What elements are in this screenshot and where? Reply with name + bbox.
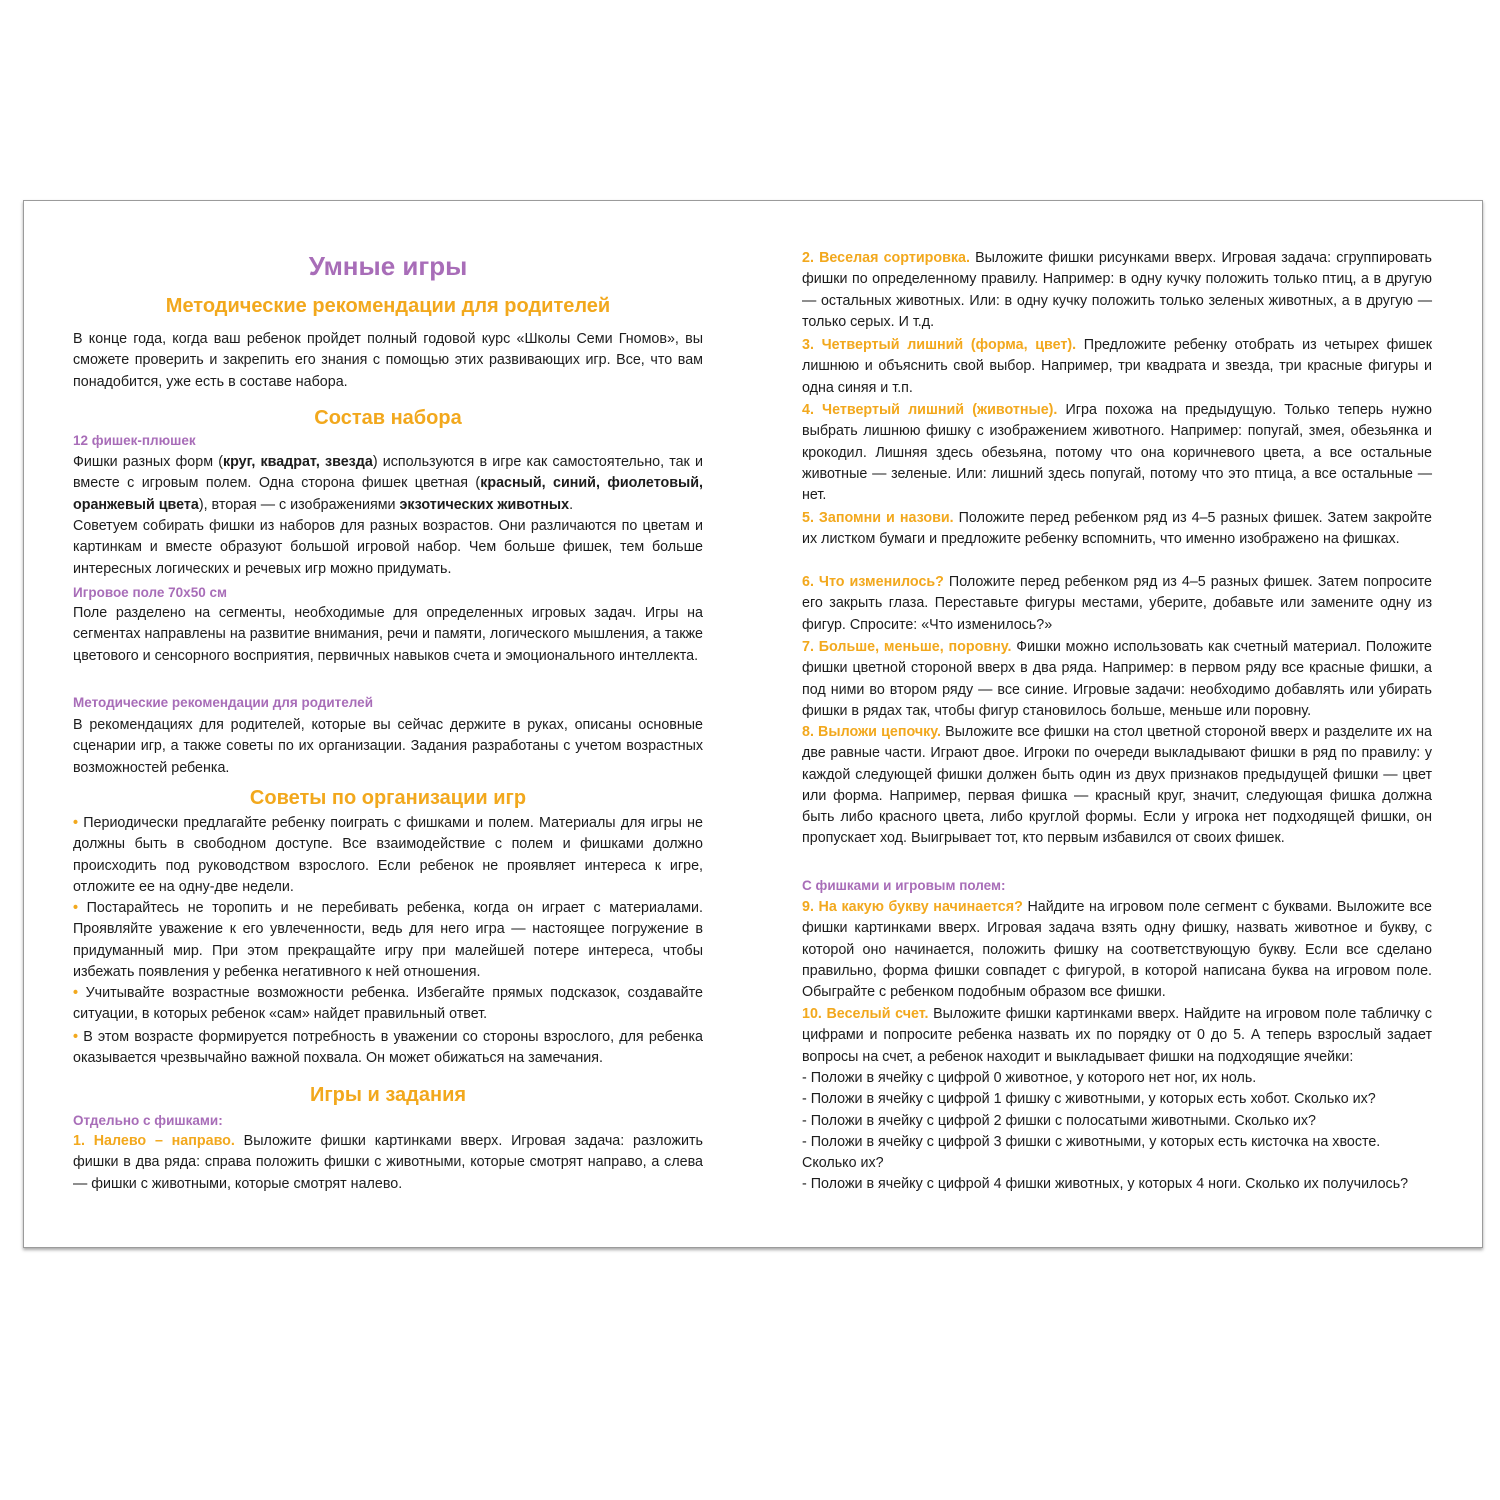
chips-only-heading: Отдельно с фишками: bbox=[73, 1113, 223, 1128]
game-2: 2. Веселая сортировка. Выложите фишки рисунками вверх. Игровая задача: сгруппировать фишки по определенному правилу. Например: в одну кучку положить только птиц, а в другую — остальных животных. Или: в одну кучку положить только зеленых животных, а в другую — только серых. И т.д. bbox=[802, 250, 1432, 330]
field-games-heading: С фишками и игровым полем: bbox=[802, 878, 1006, 893]
guide-description: В рекомендациях для родителей, которые вы сейчас держите в руках, описаны основные сценарии игр, а также советы по их организации. Задания разработаны с учетом возрастных возможностей ребенка. bbox=[73, 717, 703, 776]
tip-item: • В этом возрасте формируется потребность в уважении со стороны взрослого, для ребенка оказывается чрезвычайно важной похвала. Он может обижаться на замечания. bbox=[73, 1029, 703, 1067]
game-5: 5. Запомни и назови. Положите перед ребенком ряд из 4–5 разных фишек. Затем закройте их листком бумаги и предложите ребенку вспомнить, что именно изображено на фишках. bbox=[802, 510, 1433, 548]
game-7: 7. Больше, меньше, поровну. Фишки можно использовать как счетный материал. Положите фишки цветной стороной вверх в два ряда. Например: в первом ряду все красные фишки, а под ними во втором ряду — все синие. Игровые задачи: необходимо добавлять или убирать фишки в рядах так, чтобы фигур становилось больше, меньше или поровну. bbox=[802, 639, 1433, 719]
list-item: - Положи в ячейку с цифрой 0 животное, у которого нет ног, их ноль. bbox=[802, 1070, 1257, 1086]
list-item: - Положи в ячейку с цифрой 1 фишку с животными, у которых есть хобот. Сколько их? bbox=[802, 1091, 1376, 1108]
chips-description: Фишки разных форм (круг, квадрат, звезда) используются в игре как самостоятельно, так и вместе с игровым полем. Одна сторона фишек цветная (красный, синий, фиолетовый, оранжевый цвета), вторая — с изображениями экзотических животных. bbox=[73, 454, 703, 513]
game-1: 1. Налево – направо. Выложите фишки картинками вверх. Игровая задача: разложить фишки в два ряда: справа положить фишки с животными, которые смотрят направо, а слева — фишки с животными, которые смотрят налево. bbox=[73, 1133, 703, 1192]
game-3: 3. Четвертый лишний (форма, цвет). Предложите ребенку отобрать из четырех фишек лишнюю и объяснить свой выбор. Например, три квадрата и звезда, три красные фигуры и одна синяя и т.п. bbox=[802, 337, 1432, 396]
page-title: Умные игры bbox=[308, 251, 468, 281]
kit-heading: Состав набора bbox=[314, 407, 462, 429]
game-10: 10. Веселый счет. Выложите фишки картинками вверх. Найдите на игровом поле табличку с цифрами и попросите ребенка назвать их по порядку от 0 до 5. А теперь взрослый задает вопросы на счет, а ребенок находит и выкладывает фишки на подходящие ячейки: bbox=[802, 1006, 1432, 1065]
tips-heading: Советы по организации игр bbox=[249, 787, 527, 809]
counting-tasks bbox=[802, 1068, 1432, 1196]
game-8: 8. Выложи цепочку. Выложите все фишки на стол цветной стороной вверх и разделите их на две равные части. Играют двое. Игроки по очереди выкладывают фишки в ряд по правилу: у каждой следующей фишки должен быть один из двух признаков предыдущей фишки — цвет или форма. Например, первая фишка — красный круг, значит, следующая фишка должна быть либо красного цвета, либо круглой формы. Если у игрока нет подходящей фишки, он пропускает ход. Выигрывает тот, кто первым избавился от своих фишек. bbox=[802, 724, 1432, 847]
tip-item: • Учитывайте возрастные возможности ребенка. Избегайте прямых подсказок, создавайте ситуации, в которых ребенок «сам» найдет правильный ответ. bbox=[73, 985, 703, 1023]
list-item: - Положи в ячейку с цифрой 4 фишки животных, у которых 4 ноги. Сколько их получилось? bbox=[802, 1176, 1409, 1193]
page-subtitle: Методические рекомендации для родителей bbox=[165, 295, 611, 317]
guide-heading: Методические рекомендации для родителей bbox=[73, 695, 373, 710]
list-item: - Положи в ячейку с цифрой 2 фишки с полосатыми животными. Сколько их? bbox=[802, 1112, 1317, 1129]
tip-item: • Постарайтесь не торопить и не перебивать ребенка, когда он играет с материалами. Проявляйте уважение к его увлеченности, ведь для него игра — настоящее погружение в придуманный мир. При этом прекращайте игру при малейшей потере интереса, чтобы избежать появления у ребенка негативного к ней отношения. bbox=[73, 900, 703, 980]
field-description: Поле разделено на сегменты, необходимые для определенных игровых задач. Игры на сегментах направлены на развитие внимания, речи и памяти, логического мышления, а также цветового и сенсорного восприятия, первичных навыков счета и эмоционального интеллекта. bbox=[73, 605, 703, 664]
booklet-spread bbox=[23, 200, 1483, 1248]
field-heading: Игровое поле 70х50 см bbox=[73, 585, 227, 600]
game-4: 4. Четвертый лишний (животные). Игра похожа на предыдущую. Только теперь нужно выбрать лишнюю фишку с изображением животного. Например: попугай, змея, обезьянка и крокодил. Лишняя здесь обезьяна, потому что она коричневого цвета, а все остальные животные — зеленые. Или: лишний здесь попугай, потому что это птица, а все остальные — нет. bbox=[802, 402, 1432, 504]
games-heading: Игры и задания bbox=[309, 1084, 467, 1106]
chips-heading: 12 фишек-плюшек bbox=[73, 433, 196, 448]
tip-item: • Периодически предлагайте ребенку поиграть с фишками и полем. Материалы для игры не должны быть в свободном доступе. Все взаимодействие с полем и фишками должно происходить под руководством взрослого. Если ребенок не проявляет интереса к игре, отложите ее на одну-две недели. bbox=[73, 815, 703, 895]
game-6: 6. Что изменилось? Положите перед ребенком ряд из 4–5 разных фишек. Затем попросите его закрыть глаза. Переставьте фигуры местами, уберите, добавьте или замените одну из фигур. Спросите: «Что изменилось?» bbox=[802, 574, 1432, 633]
game-9: 9. На какую букву начинается? Найдите на игровом поле сегмент с буквами. Выложите все фишки картинками вверх. Игровая задача взять одну фишку, назвать животное и букву, с которой оно начинается, положить фишку на соответствующую букву. Если все сделано правильно, форма фишки совпадет с фигурой, в которой написана буква на игровом поле. Обыграйте с ребенком подобным образом все фишки. bbox=[802, 899, 1433, 1001]
chips-advice: Советуем собирать фишки из наборов для разных возрастов. Они различаются по цветам и картинкам и вместе образуют большой игровой набор. Чем больше фишек, тем больше интересных логических и речевых игр можно придумать. bbox=[73, 518, 703, 577]
list-item: - Положи в ячейку с цифрой 3 фишки с животными, у которых есть кисточка на хвосте. Сколько их? bbox=[802, 1133, 1381, 1172]
intro-paragraph: В конце года, когда ваш ребенок пройдет полный годовой курс «Школы Семи Гномов», вы сможете проверить и закрепить его знания с помощью этих развивающих игр. Все, что вам понадобится, уже есть в составе набора. bbox=[73, 331, 703, 390]
